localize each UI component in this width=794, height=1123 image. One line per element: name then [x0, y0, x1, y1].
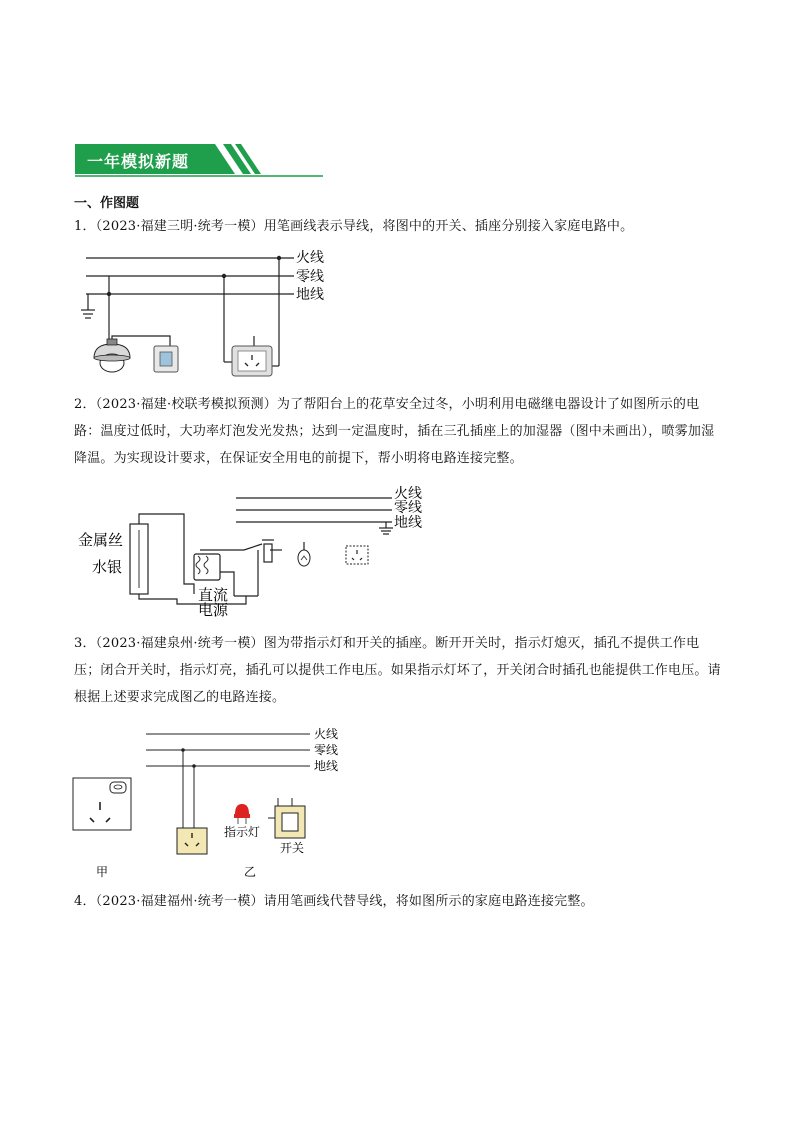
socket-panel-jia: [73, 778, 131, 830]
bulb-icon: [298, 542, 310, 566]
fig3-live-label: 火线: [314, 727, 339, 741]
fig2-dc-label-2: 电源: [198, 601, 229, 619]
fig1-ground-label: 地线: [296, 287, 324, 303]
fig2-neutral-label: 零线: [394, 500, 422, 516]
socket-icon: [177, 828, 207, 854]
lamp-icon: [94, 339, 130, 372]
fig1-live-label: 火线: [296, 250, 324, 266]
figure-1-circuit: [74, 248, 344, 383]
indicator-light-icon: [234, 804, 250, 824]
question-1: 1．（2023·福建三明·统考一模）用笔画线表示导线，将图中的开关、插座分别接入家庭电路中。: [74, 219, 634, 234]
fig2-dc-label-1: 直流: [198, 586, 229, 604]
socket-icon: [232, 346, 272, 376]
question-4: 4．（2023·福建福州·统考一模）请用笔画线代替导线，将如图所示的家庭电路连接完整。: [74, 894, 594, 909]
socket-icon: [346, 546, 368, 564]
fig3-neutral-label: 零线: [314, 743, 339, 757]
fig3-label-yi: 乙: [244, 865, 257, 879]
fig3-ground-label: 地线: [314, 759, 339, 773]
switch-icon: [154, 346, 178, 372]
banner-title: 一年模拟新题: [87, 152, 190, 171]
figure-2-circuit: [74, 484, 444, 620]
section-banner: [75, 142, 325, 178]
fig2-mercury-label: 水银: [92, 558, 123, 576]
fig3-label-jia: 甲: [96, 865, 109, 879]
section-title: 一、作图题: [74, 196, 140, 211]
figure-3-circuit: [70, 726, 370, 882]
question-3: 3．（2023·福建泉州·统考一模）图为带指示灯和开关的插座。断开开关时，指示灯熄灭，插孔不提供工作电压；闭合开关时，指示灯亮，插孔可以提供工作电压。如果指示灯坏了，开关闭合时插孔也能提供工作电压。请根据上述要求完成图乙的电路连接。: [74, 636, 721, 705]
fig2-ground-label: 地线: [394, 515, 422, 531]
fig3-indicator-label: 指示灯: [224, 825, 261, 839]
fig3-switch-label: 开关: [280, 841, 305, 855]
fig1-neutral-label: 零线: [296, 269, 324, 285]
question-2: 2．（2023·福建·校联考模拟预测）为了帮阳台上的花草安全过冬，小明利用电磁继电器设计了如图所示的电路：温度过低时，大功率灯泡发光发热；达到一定温度时，插在三孔插座上的加湿器（图中未画出），喷雾加湿降温。为实现设计要求，在保证安全用电的前提下，帮小明将电路连接完整。: [74, 397, 715, 466]
switch-icon: [275, 806, 305, 838]
fig2-metal-wire-label: 金属丝: [78, 531, 124, 549]
fig2-live-label: 火线: [394, 486, 422, 502]
